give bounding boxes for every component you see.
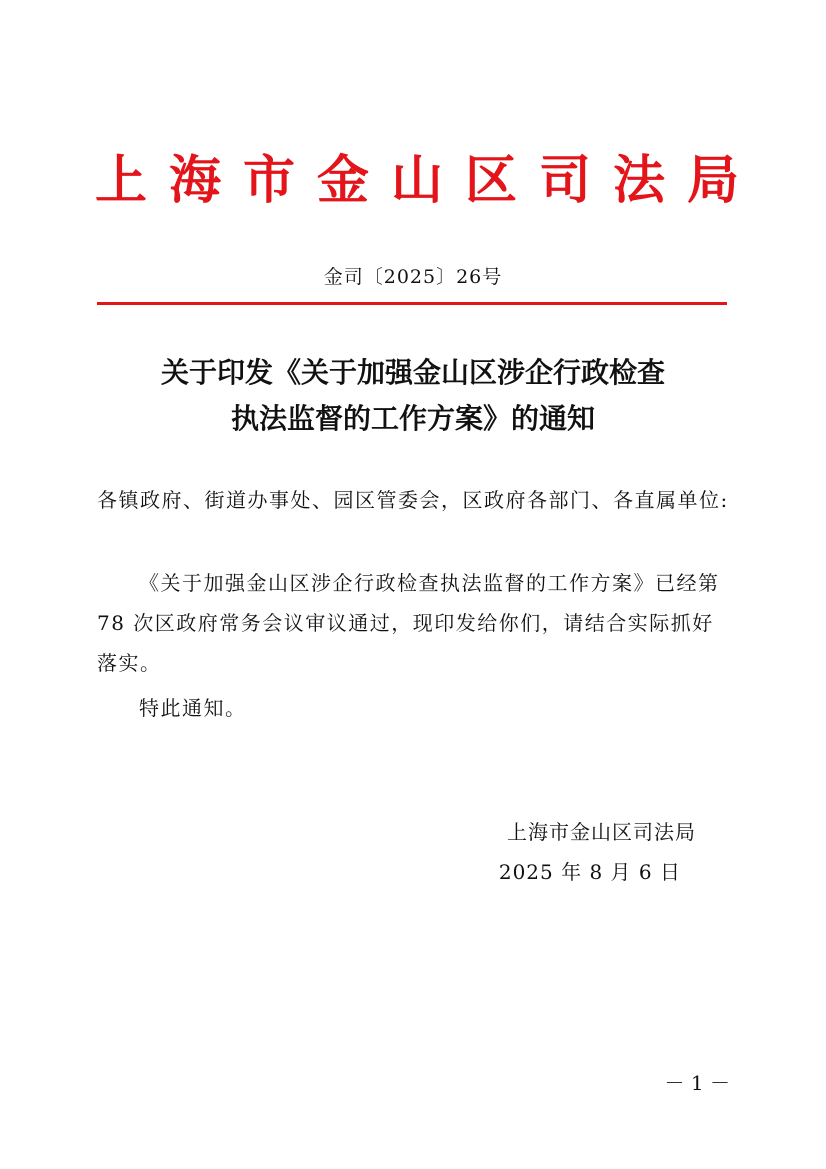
document-title	[60, 350, 766, 442]
addressee: 各镇政府、街道办事处、园区管委会，区政府各部门、各直属单位:	[97, 488, 729, 512]
title-line-2: 执法监督的工作方案》的通知	[230, 402, 595, 435]
red-separator-line	[97, 302, 727, 305]
title-line-1: 关于印发《关于加强金山区涉企行政检查	[160, 356, 665, 389]
signature-organization: 上海市金山区司法局	[507, 820, 696, 844]
page-number: － 1 －	[664, 1071, 730, 1095]
signature-date: 2025 年 8 月 6 日	[498, 860, 681, 884]
body-paragraph-1: 《关于加强金山区涉企行政检查执法监督的工作方案》已经第 78 次区政府常务会议审议通过，现印发给你们，请结合实际抓好落实。	[97, 571, 720, 675]
body-paragraph-2: 特此通知。	[139, 696, 247, 720]
document-number: 金司〔2025〕26号	[323, 266, 503, 288]
issuer-masthead: 上海市金山区司法局	[95, 150, 762, 211]
